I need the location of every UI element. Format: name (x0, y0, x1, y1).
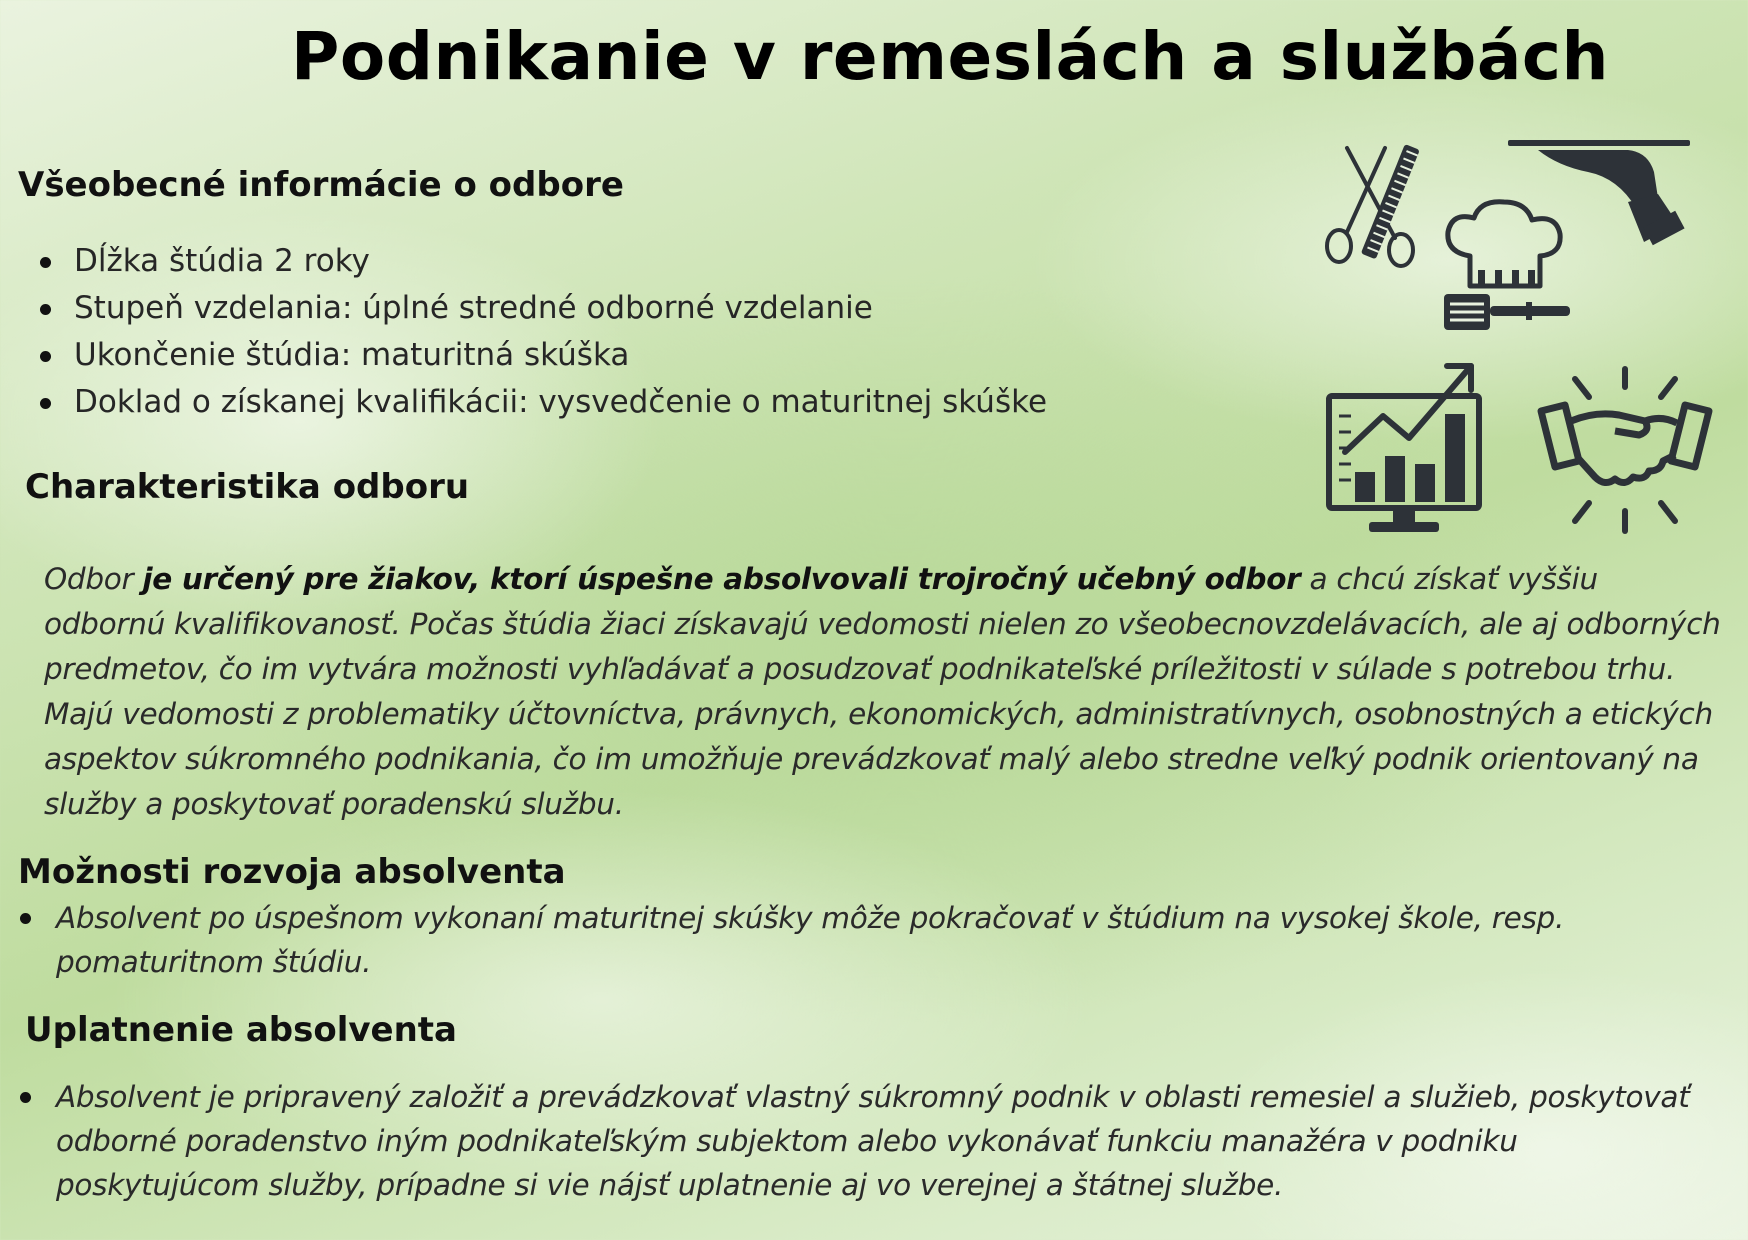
employment-list (18, 1075, 1728, 1207)
list-item: Ukončenie štúdia: maturitná skúška (18, 332, 1268, 379)
page-title: Podnikanie v remeslách a službách (291, 18, 1609, 95)
development-list (18, 896, 1728, 984)
development-heading: Možnosti rozvoja absolventa (18, 852, 566, 892)
growth-chart-monitor-icon (1325, 360, 1485, 540)
general-info-list (18, 238, 1268, 426)
characteristics-intro: Odbor (44, 562, 143, 596)
general-info-heading: Všeobecné informácie o odbore (18, 165, 624, 205)
employment-heading: Uplatnenie absolventa (25, 1010, 457, 1050)
characteristics-heading: Charakteristika odboru (25, 467, 470, 507)
chef-hat-spatula-icon (1440, 198, 1580, 336)
list-item: Dĺžka štúdia 2 roky (18, 238, 1268, 285)
characteristics-paragraph (44, 557, 1724, 827)
characteristics-bold: je určený pre žiakov, ktorí úspešne absolvovali trojročný učebný odbor (142, 562, 1301, 596)
list-item: Absolvent je pripravený založiť a prevádzkovať vlastný súkromný podnik v oblasti remesiel a služieb, poskytovať odborné poradenstvo iným podnikateľským subjektom alebo vykonávať funkciu manažéra v podniku poskytujúcom služby, prípadne si vie nájsť uplatnenie aj vo verejnej a štátnej službe. (18, 1075, 1728, 1207)
list-item: Stupeň vzdelania: úplné stredné odborné vzdelanie (18, 285, 1268, 332)
list-item: Doklad o získanej kvalifikácii: vysvedčenie o maturitnej skúške (18, 379, 1268, 426)
handshake-icon (1535, 365, 1715, 535)
scissors-comb-icon (1325, 140, 1445, 270)
characteristics-rest: a chcú získať vyššiu odbornú kvalifikovanosť. Počas štúdia žiaci získavajú vedomosti nielen zo všeobecnovzdelávacích, ale aj odborných predmetov, čo im vytvára možnosti vyhľadávať a posudzovať podnikateľské príležitosti v súlade s potrebou trhu. Majú vedomosti z problematiky účtovníctva, právnych, ekonomických, administratívnych, osobnostných a etických aspektov súkromného podnikania, čo im umožňuje prevádzkovať malý alebo stredne veľký podnik orientovaný na služby a poskytovať poradenskú službu. (44, 562, 1721, 821)
list-item: Absolvent po úspešnom vykonaní maturitnej skúšky môže pokračovať v štúdium na vysokej škole, resp. pomaturitnom štúdiu. (18, 896, 1728, 984)
